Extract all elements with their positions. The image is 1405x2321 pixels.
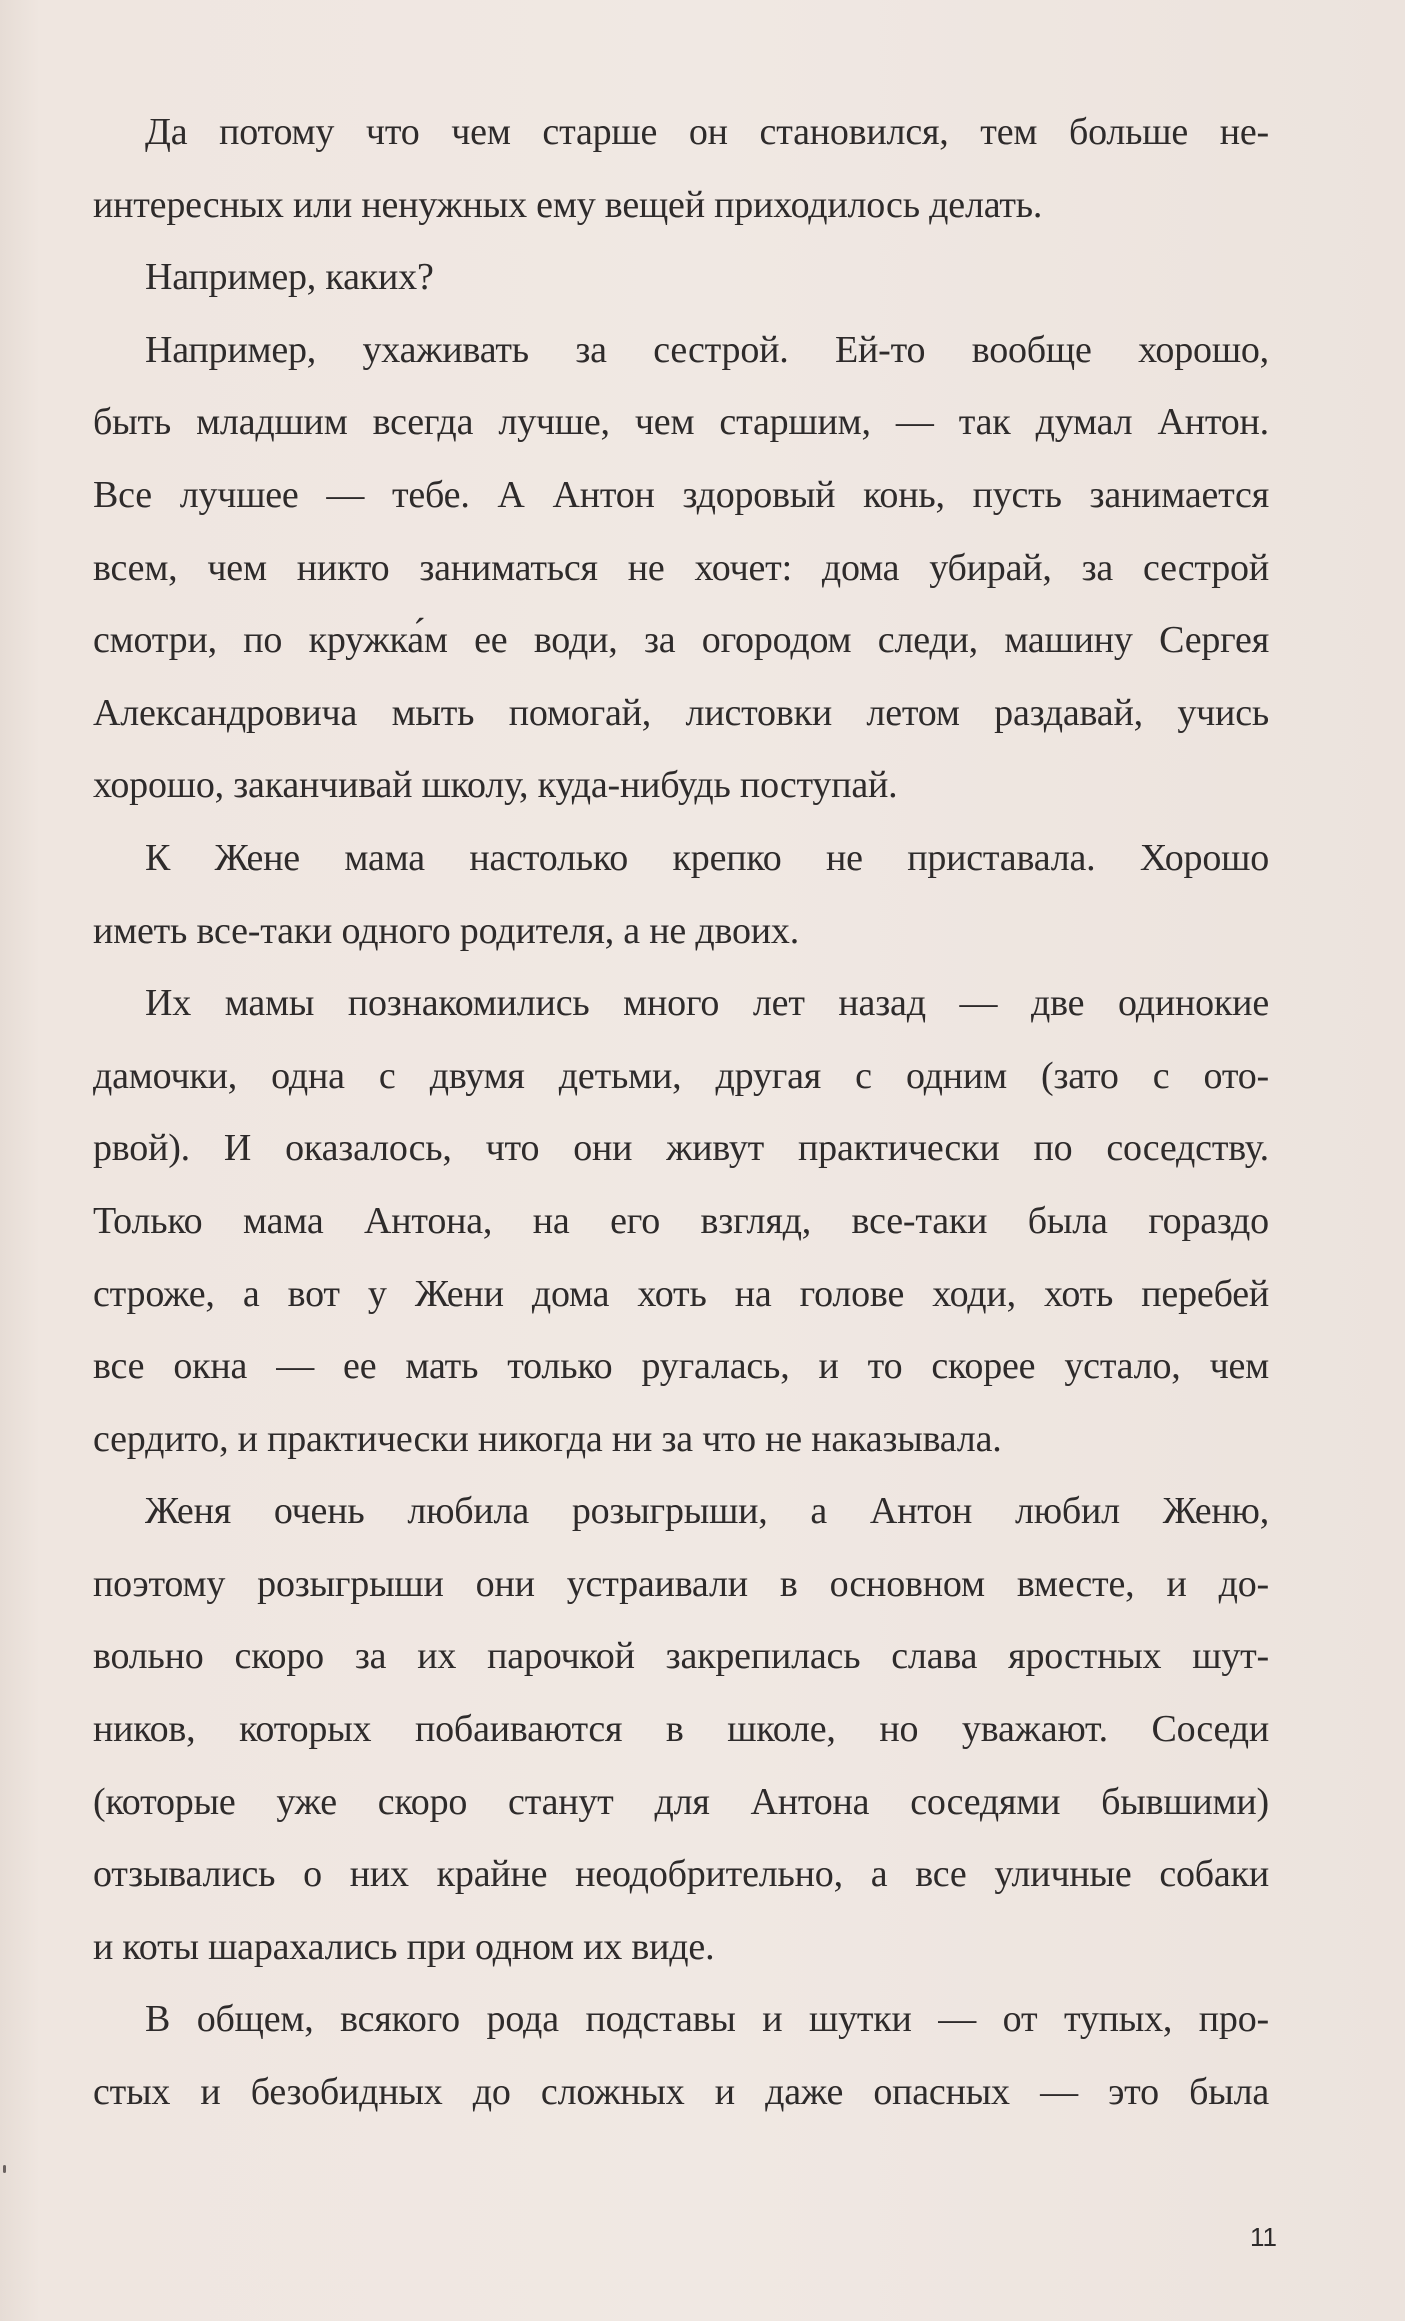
text-line: отзывались о них крайне неодобрительно, а все уличные собаки — [93, 1853, 1269, 1896]
paper-speck — [3, 2165, 6, 2173]
text-line: все окна — ее мать только ругалась, и то скорее устало, чем — [93, 1345, 1269, 1388]
text-line: дамочки, одна с двумя детьми, другая с одним (зато с ото- — [93, 1054, 1269, 1097]
text-line: Только мама Антона, на его взгляд, все-таки была гораздо — [93, 1199, 1269, 1242]
text-line: Александровича мыть помогай, листовки летом раздавай, учись — [93, 691, 1269, 734]
text-line: (которые уже скоро станут для Антона соседями бывшими) — [93, 1780, 1269, 1823]
text-line: Женя очень любила розыгрыши, а Антон любил Женю, — [145, 1490, 1269, 1533]
text-line: быть младшим всегда лучше, чем старшим, — так думал Антон. — [93, 401, 1269, 444]
text-line: В общем, всякого рода подставы и шутки — от тупых, про- — [145, 1998, 1269, 2041]
text-line: Все лучшее — тебе. А Антон здоровый конь, пусть занимается — [93, 473, 1269, 516]
text-line: ников, которых побаиваются в школе, но уважают. Соседи — [93, 1708, 1269, 1751]
text-line: Их мамы познакомились много лет назад — две одинокие — [145, 982, 1269, 1025]
text-line: К Жене мама настолько крепко не приставала. Хорошо — [145, 836, 1269, 879]
page-number: 11 — [1250, 2222, 1277, 2252]
text-line: вольно скоро за их парочкой закрепилась слава яростных шут- — [93, 1635, 1269, 1678]
text-line: Да потому что чем старше он становился, тем больше не- — [145, 111, 1269, 153]
text-line: рвой). И оказалось, что они живут практически по соседству. — [93, 1127, 1269, 1170]
text-line: иметь все-таки одного родителя, а не двоих. — [93, 909, 800, 952]
text-line: поэтому розыгрыши они устраивали в основном вместе, и до- — [93, 1562, 1269, 1605]
body-text — [93, 96, 1269, 2129]
text-line: и коты шарахались при одном их виде. — [93, 1925, 715, 1968]
text-line: Например, каких? — [145, 256, 434, 299]
text-line: стых и безобидных до сложных и даже опасных — это была — [93, 2071, 1269, 2114]
text-line: интересных или ненужных ему вещей приходилось делать. — [93, 183, 1043, 226]
text-line: смотри, по кружка́м ее води, за огородом следи, машину Сергея — [93, 619, 1269, 662]
text-line: строже, а вот у Жени дома хоть на голове ходи, хоть перебей — [93, 1272, 1269, 1315]
text-line: всем, чем никто заниматься не хочет: дома убирай, за сестрой — [93, 546, 1269, 589]
text-line: сердито, и практически никогда ни за что не наказывала. — [93, 1417, 1002, 1460]
text-line: Например, ухаживать за сестрой. Ей-то вообще хорошо, — [145, 328, 1269, 371]
text-line: хорошо, заканчивай школу, куда-нибудь поступай. — [93, 764, 898, 807]
